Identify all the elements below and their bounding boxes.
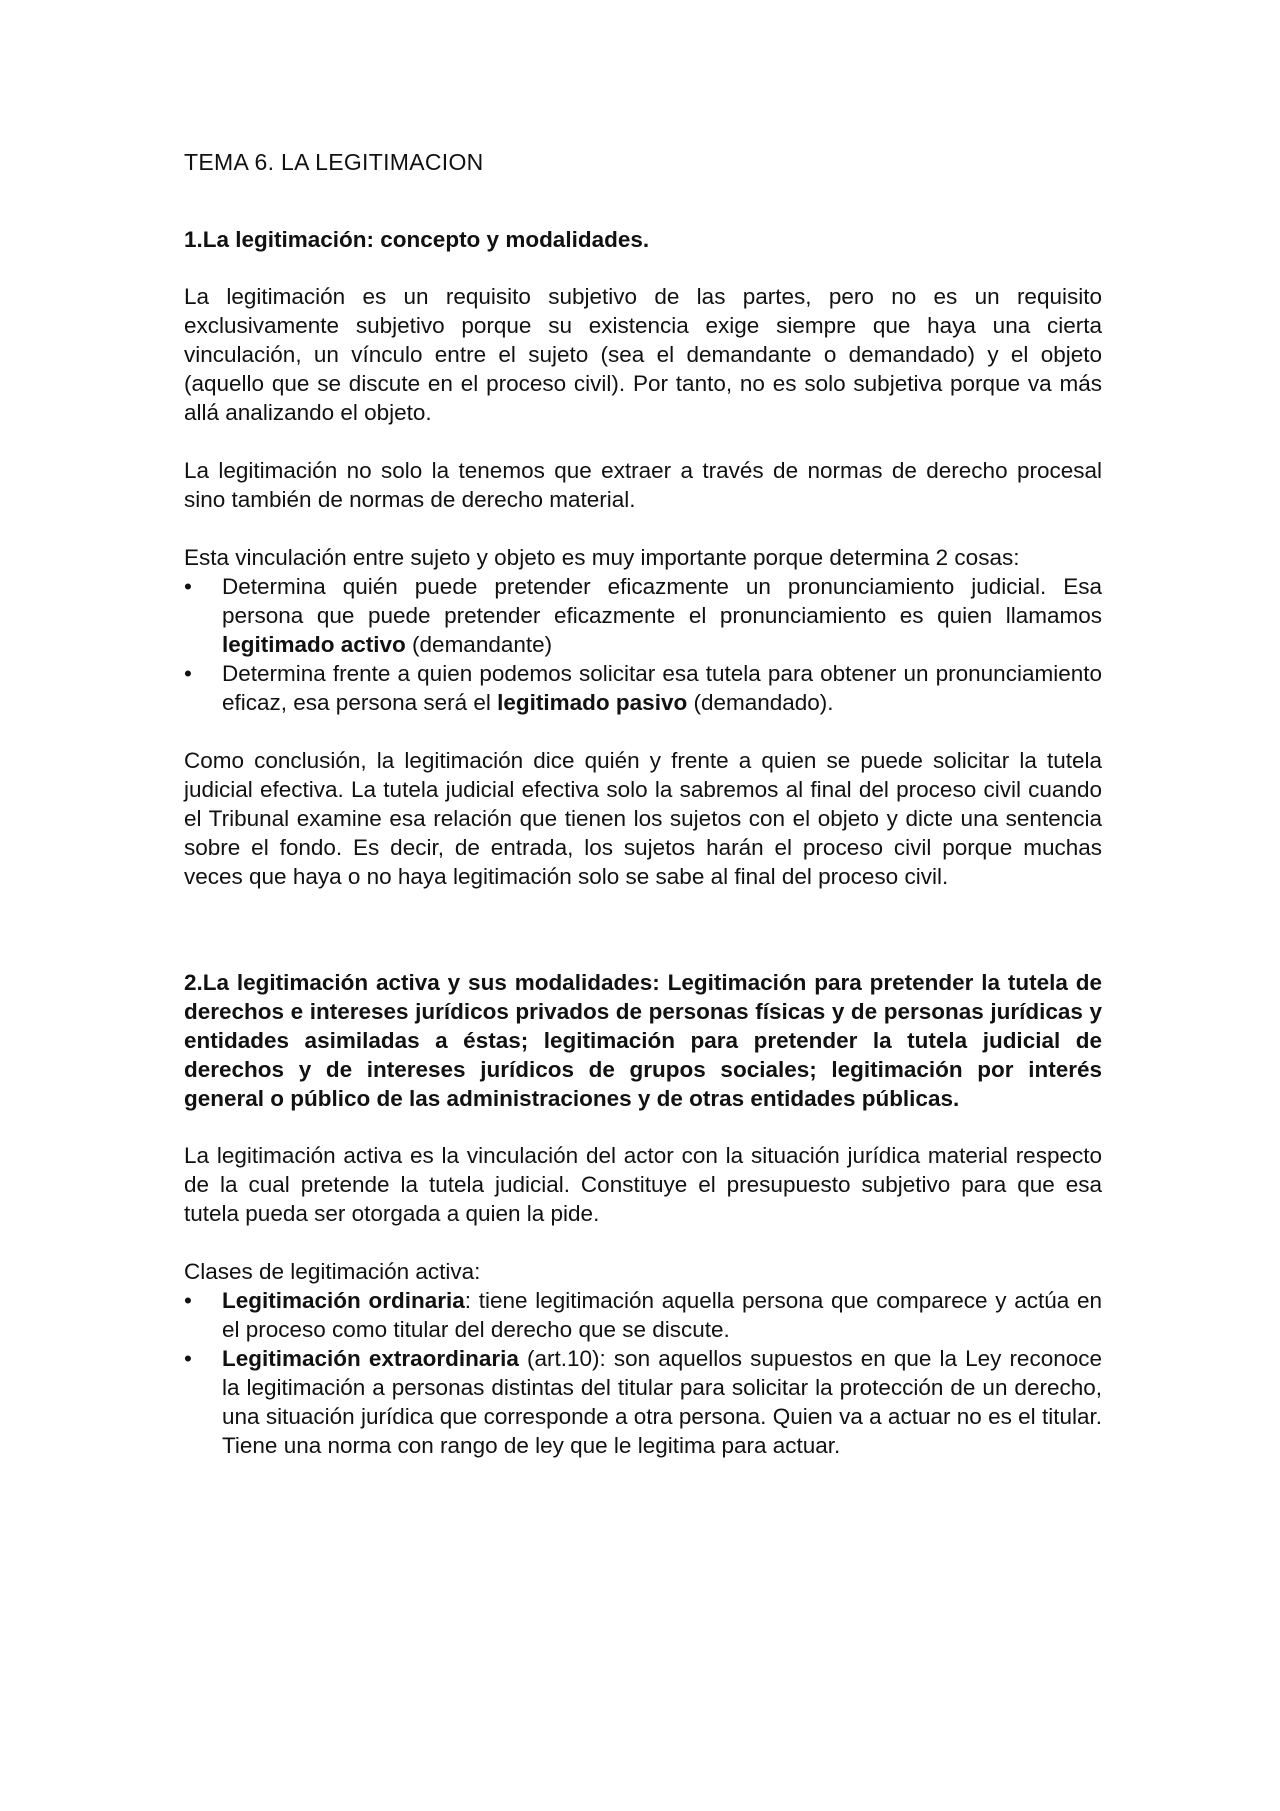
list-item <box>184 659 1102 717</box>
section-1-paragraph-3: Esta vinculación entre sujeto y objeto es muy importante porque determina 2 cosas: <box>184 545 1020 570</box>
page-title: TEMA 6. LA LEGITIMACION <box>184 149 484 175</box>
list-item-text: : tiene legitimación aquella persona que comparece y actúa en el proceso como titular del derecho que se discute. <box>222 1288 1102 1342</box>
bullet-icon: • <box>184 574 192 599</box>
bullet-icon: • <box>184 1288 192 1313</box>
section-2-paragraph-1: La legitimación activa es la vinculación del actor con la situación jurídica material respecto de la cual pretende la tutela judicial. Constituye el presupuesto subjetivo para que esa tutela pueda ser otorgada a quien la pide. <box>184 1143 1102 1226</box>
list-item-text: (demandado). <box>687 690 834 715</box>
list-item-text: (demandante) <box>405 632 553 657</box>
bullet-icon: • <box>184 1346 192 1371</box>
list-item-text: (art.10): son aquellos supuestos en que la Ley reconoce la legitimación a personas distintas del titular para solicitar la protección de un derecho, una situación jurídica que corresponde a otra persona. Quien va a actuar no es el titular. Tiene una norma con rango de ley que le legitima para actuar. <box>222 1346 1102 1458</box>
section-1-heading: 1.La legitimación: concepto y modalidades. <box>184 227 650 252</box>
section-2-bullet-list <box>184 1286 1102 1460</box>
section-1-bullet-list <box>184 572 1102 717</box>
document-page <box>184 148 1102 1489</box>
bullet-icon: • <box>184 661 192 686</box>
section-spacer <box>184 920 1102 968</box>
list-item-term: legitimado activo <box>222 632 406 657</box>
section-2-paragraph-2: Clases de legitimación activa: <box>184 1259 481 1284</box>
list-item <box>184 1286 1102 1344</box>
list-item-term: Legitimación ordinaria <box>222 1288 465 1313</box>
section-1-paragraph-1: La legitimación es un requisito subjetivo de las partes, pero no es un requisito exclusivamente subjetivo porque su existencia exige siempre que haya una cierta vinculación, un vínculo entre el sujeto (sea el demandante o demandado) y el objeto (aquello que se discute en el proceso civil). Por tanto, no es solo subjetiva porque va más allá analizando el objeto. <box>184 284 1102 425</box>
list-item-text: Determina quién puede pretender eficazmente un pronunciamiento judicial. Esa persona que puede pretender eficazmente el pronunciamiento es quien llamamos <box>222 574 1102 628</box>
section-1-paragraph-4: Como conclusión, la legitimación dice quién y frente a quien se puede solicitar la tutela judicial efectiva. La tutela judicial efectiva solo la sabremos al final del proceso civil cuando el Tribunal examine esa relación que tienen los sujetos con el objeto y dicte una sentencia sobre el fondo. Es decir, de entrada, los sujetos harán el proceso civil porque muchas veces que haya o no haya legitimación solo se sabe al final del proceso civil. <box>184 748 1102 889</box>
list-item-term: legitimado pasivo <box>497 690 688 715</box>
list-item-term: Legitimación extraordinaria <box>222 1346 519 1371</box>
list-item <box>184 1344 1102 1460</box>
list-item-text: Determina frente a quien podemos solicitar esa tutela para obtener un pronunciamiento eficaz, esa persona será el <box>222 661 1102 715</box>
section-1-paragraph-2: La legitimación no solo la tenemos que extraer a través de normas de derecho procesal sino también de normas de derecho material. <box>184 458 1102 512</box>
list-item <box>184 572 1102 659</box>
section-2-heading: 2.La legitimación activa y sus modalidades: Legitimación para pretender la tutela de derechos e intereses jurídicos privados de personas físicas y de personas jurídicas y entidades asimiladas a éstas; legitimación para pretender la tutela judicial de derechos y de intereses jurídicos de grupos sociales; legitimación por interés general o público de las administraciones y de otras entidades públicas. <box>184 970 1102 1111</box>
